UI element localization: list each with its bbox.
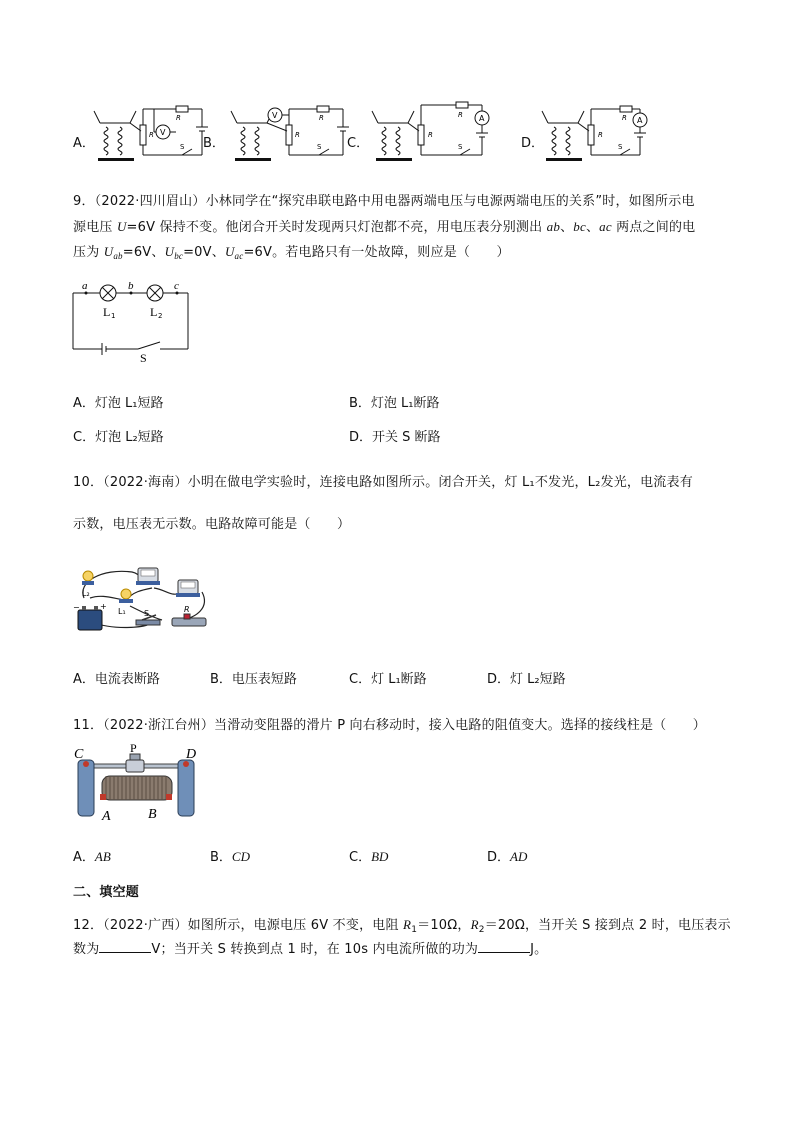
q8-option-a-diagram bbox=[92, 103, 212, 163]
section-title-fill-in: 二、填空题 bbox=[73, 885, 140, 900]
q9-l2-u: U bbox=[116, 219, 127, 234]
q11-terminal-d: D bbox=[186, 747, 197, 762]
q8-d-r-label: R bbox=[598, 131, 603, 139]
q9-l3-val-bc: =0V、 bbox=[183, 245, 225, 260]
q8-option-b-diagram bbox=[223, 103, 348, 163]
q9-l3-a: 压为 bbox=[73, 245, 104, 260]
q9-l3-ab: ab bbox=[113, 251, 123, 261]
q9-l3-val-ab: =6V、 bbox=[122, 245, 165, 260]
q9-label-l2-sub: 2 bbox=[158, 312, 163, 320]
q8-d-r0-label: R bbox=[622, 114, 627, 122]
q11-option-a-value: AB bbox=[94, 849, 111, 864]
q12-r1-sub: 1 bbox=[411, 925, 418, 935]
q9-text-line-2 bbox=[73, 216, 723, 235]
q9-l2-b: =6V 保持不变。他闭合开关时发现两只灯泡都不亮，用电压表分别测出 bbox=[126, 220, 547, 235]
q8-b-voltmeter-label: V bbox=[272, 111, 278, 120]
q9-l3-u1: U bbox=[103, 244, 114, 259]
q12-l2-a: 数为 bbox=[73, 942, 100, 957]
q9-circuit-diagram bbox=[70, 280, 195, 365]
q11-option-a[interactable] bbox=[73, 846, 111, 865]
q9-label-s: S bbox=[140, 351, 147, 365]
q8-option-d-label[interactable]: D． bbox=[521, 136, 545, 151]
q9-point-c: c bbox=[174, 280, 179, 292]
q12-l1-c: ＝20Ω，当开关 S 接到点 2 时，电压表示 bbox=[484, 918, 731, 933]
q9-l3-ac: ac bbox=[234, 251, 244, 261]
q10-label-r: R bbox=[184, 605, 190, 614]
q8-a-r0-label: R bbox=[176, 114, 181, 122]
q11-option-b[interactable] bbox=[210, 846, 250, 865]
q8-option-d-diagram bbox=[540, 103, 665, 163]
q9-label-l1: L bbox=[103, 305, 111, 319]
q8-b-r-label: R bbox=[295, 131, 300, 139]
q12-l1-a: 12．（2022·广西）如图所示，电源电压 6V 不变，电阻 bbox=[73, 918, 404, 933]
q12-blank-voltage[interactable] bbox=[99, 940, 151, 953]
q10-option-a[interactable]: A．电流表断路 bbox=[73, 672, 160, 687]
q9-text-line-1: 9．（2022·四川眉山）小林同学在“探究串联电路中用电器两端电压与电源两端电压的关系”时，如图所示电 bbox=[73, 194, 695, 209]
q12-text-line-2 bbox=[73, 938, 723, 957]
q11-option-c[interactable] bbox=[349, 846, 388, 865]
q9-l2-c1: 、 bbox=[560, 220, 574, 235]
q9-l2-ac: ac bbox=[599, 219, 612, 234]
q11-option-d-prefix: D． bbox=[487, 850, 511, 865]
q8-c-r0-label: R bbox=[458, 111, 463, 119]
q11-option-a-prefix: A． bbox=[73, 850, 95, 865]
q12-r1: R bbox=[403, 917, 412, 932]
q11-option-c-prefix: C． bbox=[349, 850, 372, 865]
q9-l3-bc: bc bbox=[174, 251, 184, 261]
q9-label-l2: L bbox=[150, 305, 158, 319]
q10-circuit-picture bbox=[72, 562, 217, 634]
q11-option-d-value: AD bbox=[510, 849, 528, 864]
q8-b-r0-label: R bbox=[319, 114, 324, 122]
q8-c-r-label: R bbox=[428, 131, 433, 139]
q9-l2-a: 源电压 bbox=[73, 220, 117, 235]
q11-option-b-value: CD bbox=[231, 849, 250, 864]
q9-option-a[interactable]: A．灯泡 L₁短路 bbox=[73, 396, 164, 411]
q10-battery-minus: − bbox=[73, 603, 80, 612]
q8-c-ammeter-label: A bbox=[479, 114, 485, 123]
q9-l2-ab: ab bbox=[546, 219, 561, 234]
q12-blank-work[interactable] bbox=[478, 940, 530, 953]
q9-l3-u2: U bbox=[164, 244, 175, 259]
q9-option-b[interactable]: B．灯泡 L₁断路 bbox=[349, 396, 440, 411]
q10-text-line-1: 10．（2022·海南）小明在做电学实验时，连接电路如图所示。闭合开关，灯 L₁不发光，L₂发光，电流表有 bbox=[73, 475, 693, 490]
q9-l3-u3: U bbox=[224, 244, 235, 259]
q12-text-line-1 bbox=[73, 914, 731, 935]
q8-a-voltmeter-label: V bbox=[160, 128, 166, 137]
q11-terminal-c: C bbox=[74, 747, 84, 762]
q12-r2-sub: 2 bbox=[478, 925, 485, 935]
q10-option-c[interactable]: C．灯 L₁断路 bbox=[349, 672, 427, 687]
q9-l2-c: 两点之间的电 bbox=[611, 220, 696, 235]
q9-l3-val-ac: =6V。若电路只有一处故障，则应是（ ） bbox=[243, 245, 510, 260]
q9-label-l1-sub: 1 bbox=[111, 312, 116, 320]
q8-a-r-label: R bbox=[149, 131, 154, 139]
q10-option-b[interactable]: B．电压表短路 bbox=[210, 672, 297, 687]
q9-option-d[interactable]: D．开关 S 断路 bbox=[349, 430, 441, 445]
q8-option-c-label[interactable]: C． bbox=[347, 136, 370, 151]
q12-l2-c: J。 bbox=[530, 942, 548, 957]
q12-r2: R bbox=[470, 917, 479, 932]
q9-text-line-3 bbox=[73, 241, 723, 261]
q10-battery-plus: + bbox=[100, 602, 107, 611]
q8-d-ammeter-label: A bbox=[637, 116, 643, 125]
q8-d-switch-label: S bbox=[618, 143, 623, 151]
q12-l2-b: V；当开关 S 转换到点 1 时，在 10s 内电流所做的功为 bbox=[151, 942, 479, 957]
q10-text-line-2: 示数，电压表无示数。电路故障可能是（ ） bbox=[73, 517, 351, 532]
q11-terminal-a: A bbox=[102, 809, 111, 824]
q11-option-b-prefix: B． bbox=[210, 850, 232, 865]
q11-text-line-1: 11．（2022·浙江台州）当滑动变阻器的滑片 P 向右移动时，接入电路的阻值变大。选择的接线柱是（ ） bbox=[73, 718, 706, 733]
q9-option-c[interactable]: C．灯泡 L₂短路 bbox=[73, 430, 164, 445]
q8-a-switch-label: S bbox=[180, 143, 185, 151]
q8-option-a-label[interactable]: A． bbox=[73, 136, 95, 151]
q8-c-switch-label: S bbox=[458, 143, 463, 151]
q10-label-l2: L₂ bbox=[82, 589, 90, 598]
q10-label-s: S bbox=[144, 609, 150, 618]
q12-l1-b: ＝10Ω， bbox=[417, 918, 471, 933]
q8-b-switch-label: S bbox=[317, 143, 322, 151]
q9-point-a: a bbox=[82, 280, 88, 292]
q10-label-l1: L₁ bbox=[118, 607, 126, 616]
q11-option-d[interactable] bbox=[487, 846, 527, 865]
q8-option-b-label[interactable]: B． bbox=[203, 136, 225, 151]
q11-slider-p: P bbox=[130, 741, 137, 755]
q11-terminal-b: B bbox=[148, 807, 157, 822]
q11-option-c-value: BD bbox=[371, 849, 389, 864]
q11-rheostat-picture bbox=[72, 741, 202, 826]
q9-point-b: b bbox=[128, 280, 134, 292]
q10-option-d[interactable]: D．灯 L₂短路 bbox=[487, 672, 566, 687]
q8-option-c-diagram bbox=[370, 101, 495, 163]
q9-l2-bc: bc bbox=[573, 219, 586, 234]
q9-l2-c2: 、 bbox=[585, 220, 600, 235]
